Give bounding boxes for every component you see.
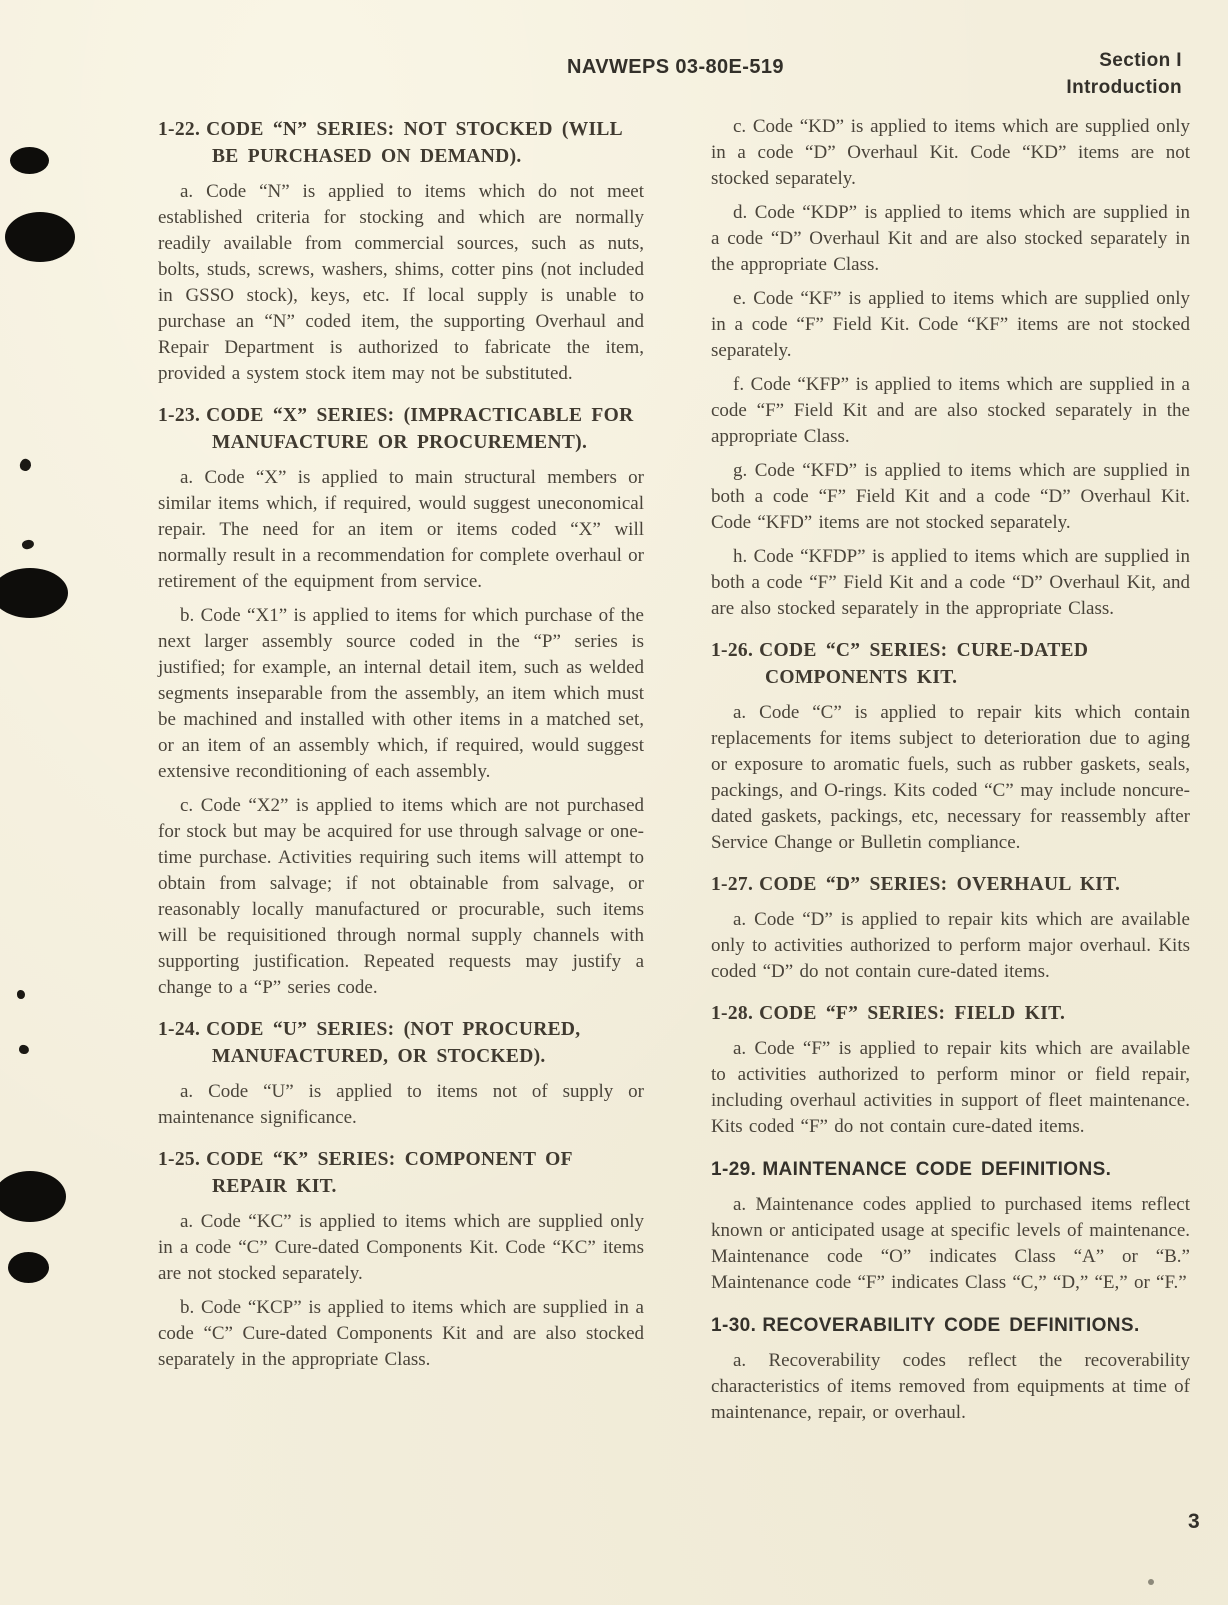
paragraph: c. Code “KD” is applied to items which are supplied only in a code “D” Overhaul Kit. Code “KD” items are not stocked separately. (711, 116, 1190, 189)
document-number: NAVWEPS 03-80E-519 (567, 56, 784, 78)
ink-speck (21, 539, 35, 551)
section-heading: 1-22. CODE “N” SERIES: NOT STOCKED (WILL BE PURCHASED ON DEMAND). (158, 119, 623, 167)
paragraph: h. Code “KFDP” is applied to items which are supplied in both a code “F” Field Kit and a code “D” Overhaul Kit, and are also stocked separately in the appropriate Class. (711, 546, 1190, 619)
paper-speck (1148, 1579, 1154, 1585)
paragraph: a. Code “N” is applied to items which do not meet established criteria for stocking and which are normally readily available from commercial sources, such as nuts, bolts, studs, screws, washers, shims, cotter pins (not included in GSSO stock), keys, etc. If local supply is unable to purchase an “N” coded item, the supporting Overhaul and Repair Department is authorized to fabricate the item, provided a system stock item may not be substituted. (158, 181, 644, 384)
section-heading: 1-26. CODE “C” SERIES: CURE-DATED COMPONENTS KIT. (711, 640, 1089, 688)
section-heading: 1-28. CODE “F” SERIES: FIELD KIT. (711, 1003, 1066, 1024)
section-label: Section I (1099, 50, 1182, 71)
section-number: 1-25. (158, 1149, 201, 1170)
paragraph: a. Code “D” is applied to repair kits which are available only to activities authorized to perform major overhaul. Kits coded “D” do not contain cure-dated items. (711, 909, 1190, 982)
section-heading: 1-30. RECOVERABILITY CODE DEFINITIONS. (711, 1315, 1140, 1336)
paragraph: f. Code “KFP” is applied to items which are supplied in a code “F” Field Kit and are also stocked separately in the appropriate Class. (711, 374, 1190, 447)
punch-hole-mark (0, 1171, 66, 1222)
section-number: 1-24. (158, 1019, 201, 1040)
section-number: 1-28. (711, 1003, 754, 1024)
section-number: 1-29. (711, 1159, 757, 1180)
section-number: 1-30. (711, 1315, 757, 1336)
left-column (158, 116, 644, 1381)
paragraph: b. Code “KCP” is applied to items which are supplied in a code “C” Cure-dated Components Kit and are also stocked separately in the appropriate Class. (158, 1297, 644, 1370)
page-number: 3 (1188, 1510, 1201, 1533)
paragraph: a. Code “U” is applied to items not of supply or maintenance significance. (158, 1081, 644, 1128)
punch-hole-mark (10, 147, 49, 174)
ink-speck (18, 1044, 29, 1055)
section-number: 1-23. (158, 405, 201, 426)
paragraph: b. Code “X1” is applied to items for which purchase of the next larger assembly source coded in the “P” series is justified; for example, an internal detail item, such as welded segments inseparable from the assembly, an item which must be machined and installed with other items in a matched set, or an item of an assembly which, if required, would suggest extensive reconditioning of each assembly. (158, 605, 644, 782)
punch-hole-mark (0, 568, 68, 618)
paragraph: a. Recoverability codes reflect the recoverability characteristics of items removed from equipments at time of maintenance, repair, or overhaul. (711, 1350, 1190, 1423)
paragraph: d. Code “KDP” is applied to items which are supplied in a code “D” Overhaul Kit and are also stocked separately in the appropriate Class. (711, 202, 1190, 275)
section-heading: 1-29. MAINTENANCE CODE DEFINITIONS. (711, 1159, 1112, 1180)
paragraph: g. Code “KFD” is applied to items which are supplied in both a code “F” Field Kit and a code “D” Overhaul Kit. Code “KFD” items are not stocked separately. (711, 460, 1190, 533)
punch-hole-mark (8, 1252, 49, 1283)
paragraph: a. Code “C” is applied to repair kits which contain replacements for items subject to deterioration due to aging or exposure to aromatic fuels, such as rubber gaskets, seals, packings, and O-rings. Kits coded “C” may include noncure-dated gaskets, packings, etc, necessary for reassembly after Service Change or Bulletin compliance. (711, 702, 1190, 853)
paragraph: a. Code “X” is applied to main structural members or similar items which, if required, would suggest uneconomical repair. The need for an item or items coded “X” will normally result in a recommendation for complete overhaul or retirement of the equipment from service. (158, 467, 644, 592)
section-header (1066, 47, 1182, 101)
section-number: 1-22. (158, 119, 201, 140)
ink-speck (18, 457, 33, 473)
section-heading: 1-23. CODE “X” SERIES: (IMPRACTICABLE FOR MANUFACTURE OR PROCUREMENT). (158, 405, 634, 453)
section-number: 1-26. (711, 640, 754, 661)
section-number: 1-27. (711, 874, 754, 895)
section-heading: 1-27. CODE “D” SERIES: OVERHAUL KIT. (711, 874, 1121, 895)
paragraph: a. Code “KC” is applied to items which are supplied only in a code “C” Cure-dated Components Kit. Code “KC” items are not stocked separately. (158, 1211, 644, 1284)
paragraph: a. Code “F” is applied to repair kits which are available to activities authorized to perform minor or field repair, including overhaul activities in support of fleet maintenance. Kits coded “F” do not contain cure-dated items. (711, 1038, 1190, 1137)
paragraph: c. Code “X2” is applied to items which are not purchased for stock but may be acquired for use through salvage or one-time purchase. Activities requiring such items will attempt to obtain from salvage; if not obtainable from salvage, or reasonably locally manufactured or procurable, such items will be requisitioned through normal supply channels with supporting justification. Repeated requests may justify a change to a “P” series code. (158, 795, 644, 998)
section-heading: 1-25. CODE “K” SERIES: COMPONENT OF REPAIR KIT. (158, 1149, 573, 1197)
paragraph: a. Maintenance codes applied to purchased items reflect known or anticipated usage at specific levels of maintenance. Maintenance code “O” indicates Class “A” or “B.” Maintenance code “F” indicates Class “C,” “D,” “E,” or “F.” (711, 1194, 1190, 1293)
ink-speck (17, 990, 25, 999)
paragraph: e. Code “KF” is applied to items which are supplied only in a code “F” Field Kit. Code “KF” items are not stocked separately. (711, 288, 1190, 361)
right-column (711, 114, 1190, 1434)
section-subtitle: Introduction (1066, 77, 1182, 98)
punch-hole-mark (5, 212, 75, 262)
section-heading: 1-24. CODE “U” SERIES: (NOT PROCURED, MANUFACTURED, OR STOCKED). (158, 1019, 581, 1067)
